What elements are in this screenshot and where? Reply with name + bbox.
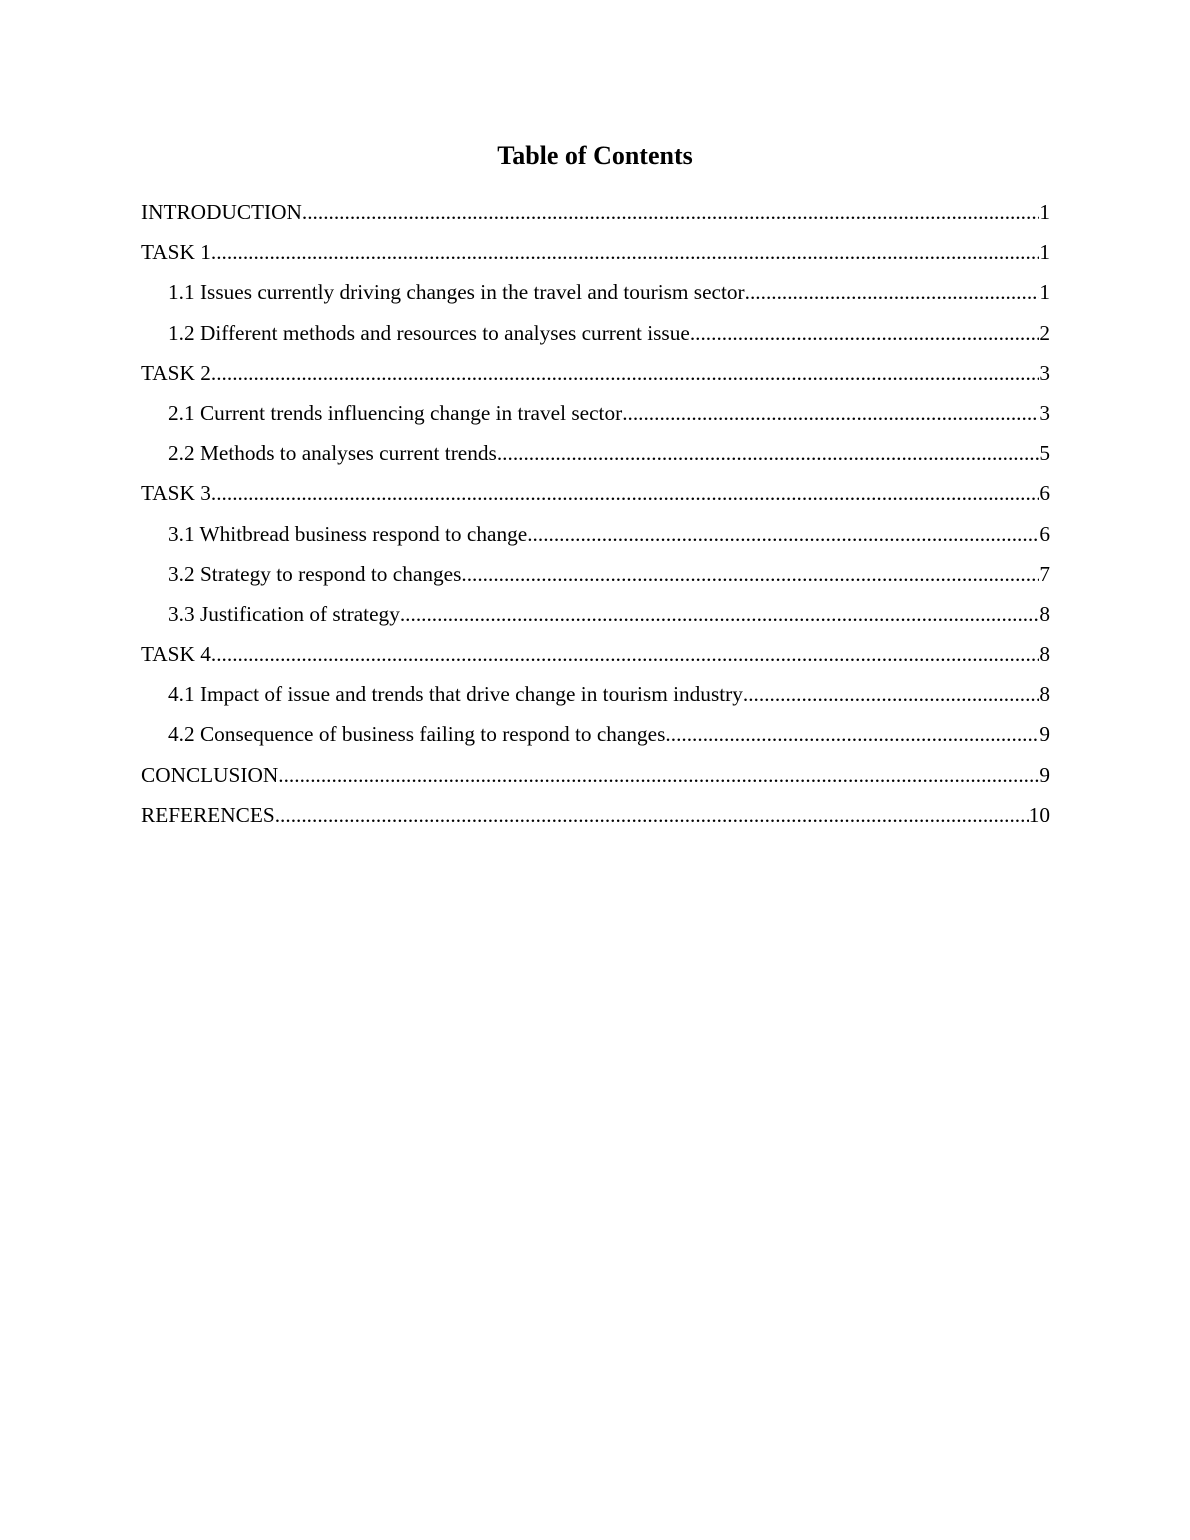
toc-dot-leader: [743, 674, 1039, 714]
toc-entry-label: 3.1 Whitbread business respond to change: [168, 521, 528, 546]
toc-dot-leader: [527, 514, 1039, 554]
toc-entry-task-1[interactable]: [141, 232, 1050, 272]
toc-entry-4-1[interactable]: [141, 674, 1050, 714]
toc-page-number: 1: [1039, 280, 1050, 305]
toc-dot-leader: [211, 232, 1039, 272]
toc-page-number: 7: [1039, 561, 1050, 586]
toc-entry-label: CONCLUSION: [141, 762, 279, 787]
toc-entry-label: 2.2 Methods to analyses current trends: [168, 441, 497, 466]
toc-title: Table of Contents: [497, 141, 693, 170]
toc-page-number: 2: [1039, 320, 1050, 345]
toc-dot-leader: [278, 755, 1039, 795]
toc-page-number: 8: [1039, 642, 1050, 667]
toc-page-number: 10: [1028, 802, 1050, 827]
toc-dot-leader: [211, 353, 1039, 393]
toc-page-number: 3: [1039, 360, 1050, 385]
toc-entry-3-3[interactable]: [141, 594, 1050, 634]
toc-entry-label: 1.1 Issues currently driving changes in the travel and tourism sector: [168, 280, 745, 305]
toc-page-number: 1: [1039, 200, 1050, 224]
toc-entry-label: 4.2 Consequence of business failing to respond to changes: [168, 722, 666, 747]
toc-entry-4-2[interactable]: [141, 714, 1050, 754]
toc-page-number: 5: [1039, 441, 1050, 466]
toc-dot-leader: [665, 714, 1039, 754]
toc-dot-leader: [211, 473, 1039, 513]
toc-entry-1-2[interactable]: [141, 313, 1050, 353]
toc-entry-3-2[interactable]: [141, 554, 1050, 594]
toc-entry-label: TASK 3: [141, 481, 211, 506]
toc-dot-leader: [400, 594, 1039, 634]
toc-entry-3-1[interactable]: [141, 514, 1050, 554]
toc-entry-2-1[interactable]: [141, 393, 1050, 433]
toc-entry-label: TASK 4: [141, 642, 211, 667]
toc-entry-label: 3.3 Justification of strategy: [168, 601, 400, 626]
toc-dot-leader: [461, 554, 1039, 594]
toc-entry-introduction[interactable]: [141, 192, 1050, 232]
toc-page-number: 6: [1039, 521, 1050, 546]
toc-dot-leader: [302, 192, 1039, 232]
toc-entry-references[interactable]: [141, 795, 1050, 835]
toc-entry-label: 3.2 Strategy to respond to changes: [168, 561, 462, 586]
toc-entry-label: INTRODUCTION: [141, 200, 302, 224]
toc-dot-leader: [211, 634, 1039, 674]
toc-page-number: 3: [1039, 400, 1050, 425]
toc-entry-label: 4.1 Impact of issue and trends that drive change in tourism industry: [168, 682, 743, 707]
toc-page-number: 8: [1039, 682, 1050, 707]
toc-page-number: 6: [1039, 481, 1050, 506]
toc-page-number: 1: [1039, 240, 1050, 265]
toc-dot-leader: [497, 433, 1040, 473]
toc-entry-label: 1.2 Different methods and resources to analyses current issue: [168, 320, 690, 345]
toc-dot-leader: [275, 795, 1029, 835]
toc-entry-conclusion[interactable]: [141, 755, 1050, 795]
toc-dot-leader: [690, 313, 1040, 353]
toc-entry-label: TASK 2: [141, 360, 211, 385]
toc-entry-task-3[interactable]: [141, 473, 1050, 513]
toc-entry-2-2[interactable]: [141, 433, 1050, 473]
toc-dot-leader: [622, 393, 1039, 433]
toc-entry-task-4[interactable]: [141, 634, 1050, 674]
toc-page-number: 9: [1039, 762, 1050, 787]
toc-list: [141, 192, 1050, 835]
toc-entry-label: TASK 1: [141, 240, 211, 265]
toc-entry-1-1[interactable]: [141, 272, 1050, 312]
toc-entry-task-2[interactable]: [141, 353, 1050, 393]
toc-page-number: 8: [1039, 601, 1050, 626]
toc-entry-label: 2.1 Current trends influencing change in travel sector: [168, 400, 623, 425]
toc-entry-label: REFERENCES: [141, 802, 275, 827]
toc-page-number: 9: [1039, 722, 1050, 747]
toc-dot-leader: [745, 272, 1040, 312]
